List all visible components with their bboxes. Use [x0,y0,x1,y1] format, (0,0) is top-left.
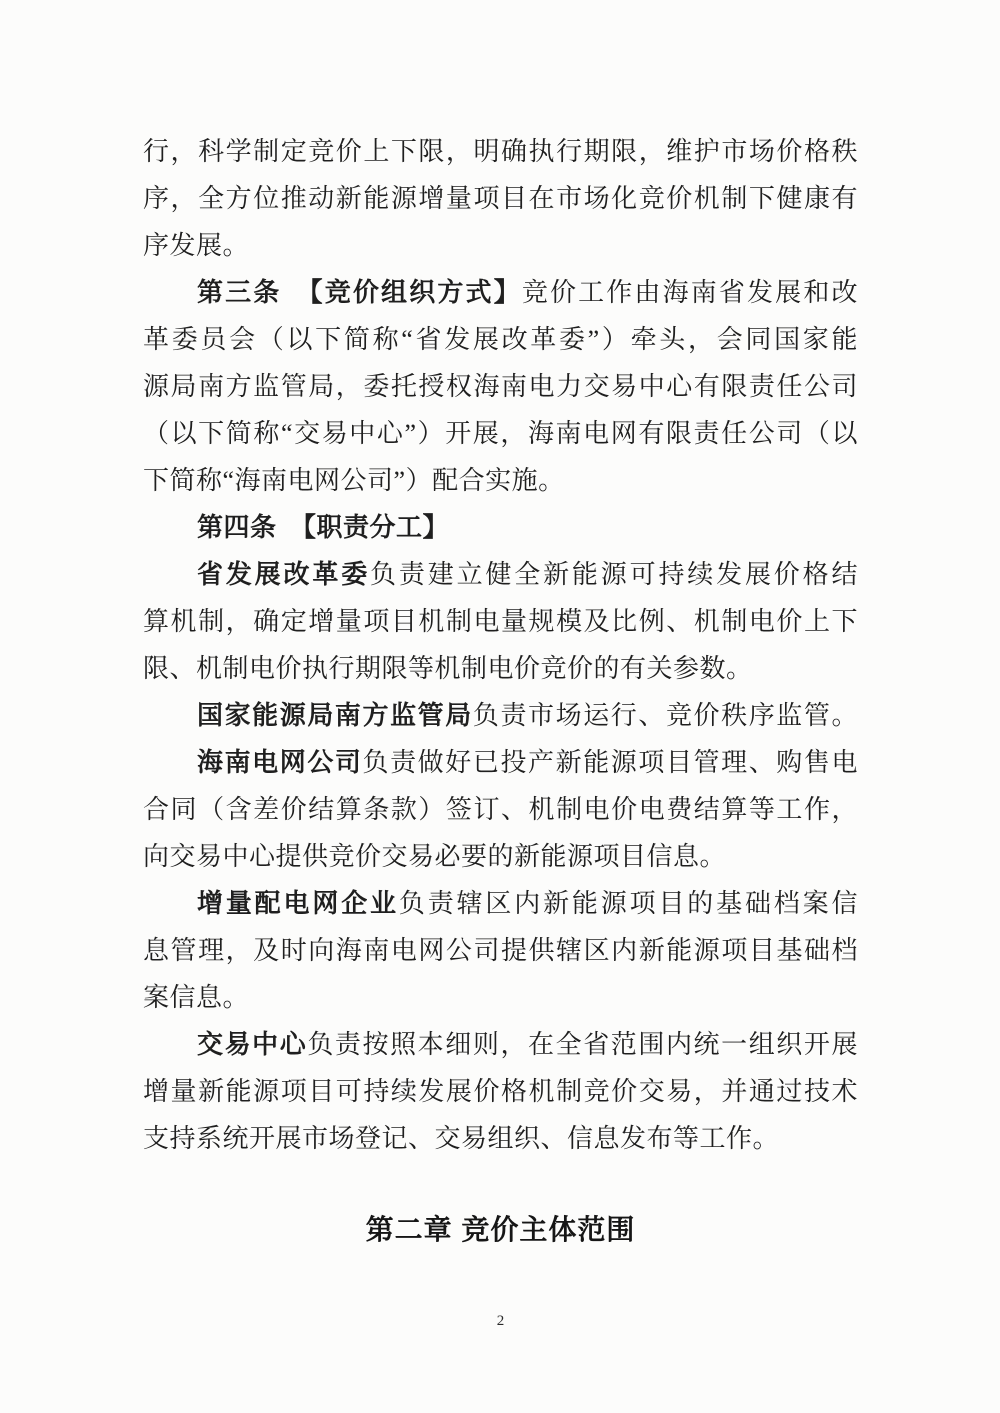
paragraph [143,128,858,269]
text-line [143,175,858,222]
text-run: 源局南方监管局，委托授权海南电力交易中心有限责任公司 [143,372,858,401]
bold-run: 第四条 【职责分工】 [197,513,450,542]
bold-run: 交易中心 [197,1030,308,1059]
text-line [143,598,858,645]
text-line [143,128,858,175]
bold-run: 海南电网公司 [197,748,363,777]
text-line [143,410,858,457]
text-line [143,1115,858,1162]
text-line [143,880,858,927]
bold-run: 国家能源局南方监管局 [197,701,473,730]
text-run: 序，全方位推动新能源增量项目在市场化竞价机制下健康有 [143,184,858,213]
page-number: 2 [496,1313,505,1329]
text-run: 下简称“海南电网公司”）配合实施。 [143,466,565,495]
text-run: 负责按照本细则，在全省范围内统一组织开展 [307,1030,858,1059]
text-line [143,551,858,598]
text-run: 算机制，确定增量项目机制电量规模及比例、机制电价上下 [143,607,858,636]
text-line [143,786,858,833]
text-line [143,974,858,1021]
text-run: 负责建立健全新能源可持续发展价格结 [370,560,858,589]
text-line [143,739,858,786]
text-run: 案信息。 [143,983,250,1012]
text-run: 竞价工作由海南省发展和改 [521,278,858,307]
text-run: 行，科学制定竞价上下限，明确执行期限，维护市场价格秩 [143,137,858,166]
paragraph [143,504,858,551]
paragraph [143,692,858,739]
text-line [143,692,858,739]
bold-run: 第三条 【竞价组织方式】 [197,278,522,307]
text-line [143,363,858,410]
text-run: 负责做好已投产新能源项目管理、购售电 [362,748,858,777]
text-run: 负责市场运行、竞价秩序监管。 [472,701,858,730]
bold-run: 省发展改革委 [197,560,371,589]
text-line [143,1068,858,1115]
bold-run: 增量配电网企业 [197,889,399,918]
text-line [143,645,858,692]
text-line [143,927,858,974]
text-run: 支持系统开展市场登记、交易组织、信息发布等工作。 [143,1124,780,1153]
text-line [143,222,858,269]
text-run: 负责辖区内新能源项目的基础档案信 [398,889,858,918]
paragraph [143,551,858,692]
chapter-heading: 第二章 竞价主体范围 [365,1214,636,1245]
paragraph [143,1021,858,1162]
text-run: 革委员会（以下简称“省发展改革委”）牵头，会同国家能 [143,325,858,354]
text-line [143,457,858,504]
paragraph [143,739,858,880]
text-run: 增量新能源项目可持续发展价格机制竞价交易，并通过技术 [143,1077,858,1106]
text-run: 息管理，及时向海南电网公司提供辖区内新能源项目基础档 [143,936,858,965]
text-run: 序发展。 [143,231,250,260]
text-line [143,833,858,880]
paragraph [143,269,858,504]
body-text [143,128,858,1162]
text-run: 合同（含差价结算条款）签订、机制电价电费结算等工作， [143,795,858,824]
text-line [143,1021,858,1068]
text-line [143,316,858,363]
text-line [143,504,858,551]
text-line [143,269,858,316]
text-run: 限、机制电价执行期限等机制电价竞价的有关参数。 [143,654,753,683]
text-run: （以下简称“交易中心”）开展，海南电网有限责任公司（以 [143,419,858,448]
paragraph [143,880,858,1021]
text-run: 向交易中心提供竞价交易必要的新能源项目信息。 [143,842,727,871]
